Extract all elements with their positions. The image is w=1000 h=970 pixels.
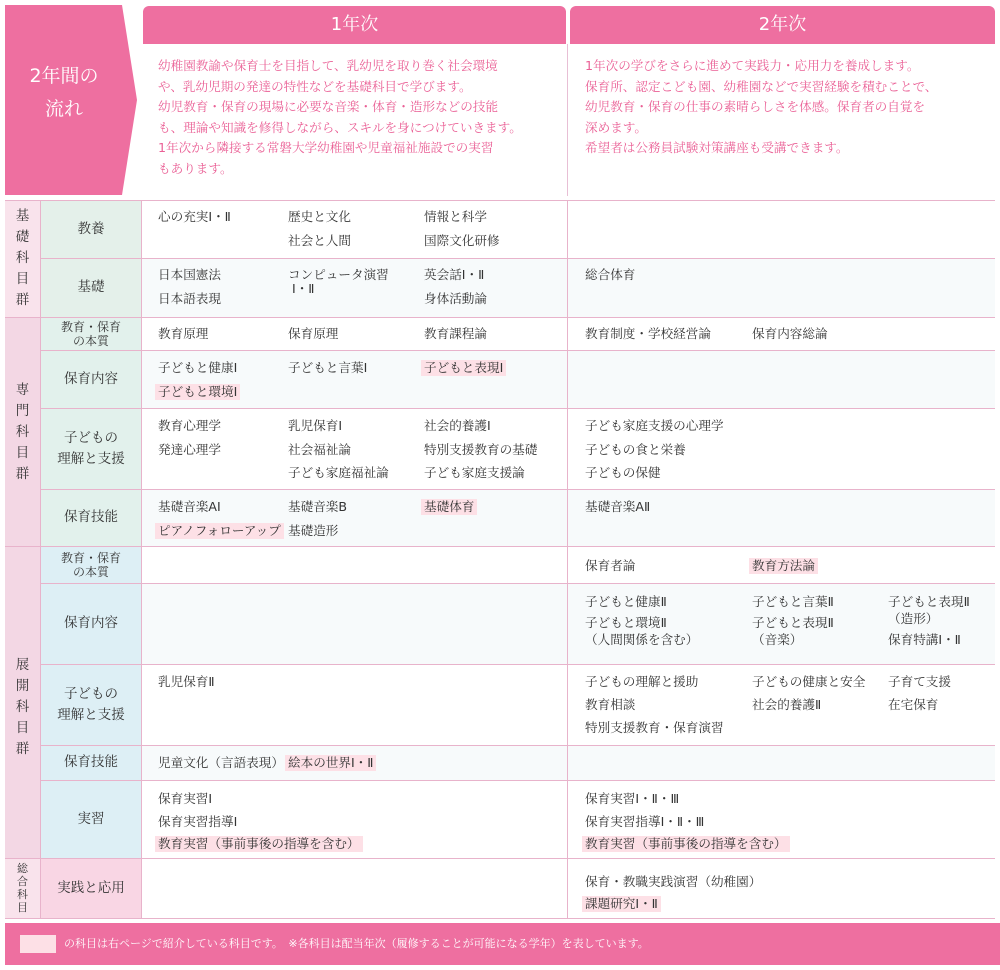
course: 子どもの理解と援助 (585, 674, 699, 689)
sub-label-s-naiyo (41, 350, 141, 408)
course: 保育内容総論 (752, 326, 828, 341)
hline (5, 858, 995, 859)
course: 基礎音楽AⅡ (585, 499, 651, 514)
row-tint (142, 258, 995, 317)
year1-intro-line: 1年次から隣接する常磐大学幼稚園や児童福祉施設での実習 (158, 140, 494, 155)
cat-char: 科 (15, 250, 30, 266)
header-column-separator (567, 44, 568, 196)
year2-intro-line: 深めます。 (585, 119, 647, 135)
sub-label-text: の本質 (72, 333, 109, 348)
course: 乳児保育Ⅰ (288, 418, 343, 433)
sub-label-kyoyo (41, 200, 141, 258)
course: 教育相談 (585, 697, 636, 712)
year2-intro (585, 56, 990, 159)
course: 子どもと言葉Ⅰ (288, 360, 368, 375)
sub-label-t-naiyo (41, 583, 141, 664)
vline (567, 200, 568, 919)
hline (41, 350, 995, 351)
course: 社会福祉論 (288, 442, 351, 457)
year1-intro-line: や、乳幼児期の発達の特性などを基礎科目で学びます。 (158, 78, 472, 94)
course: 基礎音楽B (288, 499, 348, 514)
category-tenkai (5, 655, 40, 760)
sub-label-s-honshitsu (41, 317, 141, 350)
course: 日本国憲法 (158, 267, 221, 282)
course: 乳児保育Ⅱ (158, 674, 215, 689)
sub-label-text: 教養 (77, 220, 105, 237)
course: 基礎音楽AⅠ (158, 499, 221, 514)
sub-label-kiso (41, 258, 141, 317)
course: 保育・教職実践演習（幼稚園） (585, 874, 762, 889)
course-highlighted: 子どもと表現Ⅰ (421, 360, 506, 376)
flow-label-line-2: 流れ (44, 98, 83, 120)
cat-char: 群 (15, 292, 30, 308)
course: コンピュータ演習 (288, 267, 389, 282)
course: 特別支援教育の基礎 (424, 442, 538, 457)
cat-char: 群 (15, 741, 30, 757)
course: 子どもと言葉Ⅱ (752, 594, 834, 609)
sub-label-s-rikai (41, 408, 141, 489)
course: 身体活動論 (424, 291, 487, 306)
year2-header: 2年次 (570, 6, 995, 44)
cat-char: 総 (17, 862, 28, 875)
course: （造形） (888, 611, 939, 626)
hline (41, 408, 995, 409)
sub-label-t-honshitsu (41, 546, 141, 583)
row-tint (142, 350, 995, 408)
cat-char: 目 (15, 271, 30, 287)
hline (41, 258, 995, 259)
hline (41, 583, 995, 584)
course: 子どもの食と栄養 (585, 442, 686, 457)
course: 保育者論 (585, 558, 636, 573)
cat-char: 専 (15, 382, 30, 398)
sub-label-text: 実習 (77, 810, 105, 827)
cat-char: 科 (15, 699, 30, 715)
course: 教育原理 (158, 326, 209, 341)
cat-char: 合 (17, 875, 28, 888)
course: 国際文化研修 (424, 233, 500, 248)
cat-char: 門 (15, 403, 30, 419)
cat-char: 目 (15, 445, 30, 461)
course: 教育課程論 (424, 326, 487, 341)
course: 総合体育 (585, 267, 636, 282)
hline (41, 745, 995, 746)
category-senmon (5, 380, 40, 485)
course: 社会的養護Ⅱ (752, 697, 822, 712)
hline (41, 489, 995, 490)
course: 保育実習指導Ⅰ・Ⅱ・Ⅲ (585, 814, 705, 829)
sub-label-text: 教育・保育 (60, 550, 121, 565)
course: 日本語表現 (158, 291, 221, 306)
sub-label-s-gino (41, 489, 141, 546)
course: 保育実習Ⅰ (158, 791, 213, 806)
cat-char: 目 (15, 720, 30, 736)
course: 社会的養護Ⅰ (424, 418, 491, 433)
course: 情報と科学 (424, 209, 487, 224)
sub-label-text: 保育技能 (64, 754, 118, 770)
hline (5, 200, 995, 201)
course: 保育特講Ⅰ・Ⅱ (888, 632, 961, 647)
course: 教育心理学 (158, 418, 221, 433)
flow-label (5, 60, 123, 126)
hline (5, 546, 995, 547)
cat-char: 科 (15, 424, 30, 440)
vline (141, 200, 142, 919)
course: 保育原理 (288, 326, 339, 341)
sub-label-text: 教育・保育 (60, 319, 121, 334)
year2-intro-line: 保育所、認定こども園、幼稚園などで実習経験を積むことで、 (585, 78, 938, 94)
course-highlighted: 子どもと環境Ⅰ (155, 384, 240, 400)
sub-label-t-jisshu (41, 780, 141, 858)
course: 子どもと健康Ⅱ (585, 594, 667, 609)
flow-label-line-1: 2年間の (29, 65, 99, 87)
cat-char: 展 (15, 657, 30, 673)
course: 発達心理学 (158, 442, 221, 457)
cat-char: 目 (17, 901, 28, 914)
year1-intro-line: も、理論や知識を修得しながら、スキルを身につけていきます。 (158, 119, 522, 135)
category-sogo (5, 862, 40, 914)
course: 子どもと表現Ⅱ (888, 594, 970, 609)
category-kiso (5, 206, 40, 311)
hline (5, 918, 995, 919)
course-highlighted: 絵本の世界Ⅰ・Ⅱ (285, 755, 376, 771)
course: Ⅰ・Ⅱ (292, 281, 315, 296)
year2-intro-line: 1年次の学びをさらに進めて実践力・応用力を養成します。 (585, 58, 920, 73)
sub-label-text: 子どもの (64, 429, 118, 446)
course: 子どもの保健 (585, 465, 661, 480)
course: 教育制度・学校経営論 (585, 326, 711, 341)
course: 英会話Ⅰ・Ⅱ (424, 267, 485, 282)
course-highlighted: 教育実習（事前事後の指導を含む） (582, 836, 790, 852)
sub-label-text: 理解と支援 (57, 706, 125, 723)
course: 保育実習Ⅰ・Ⅱ・Ⅲ (585, 791, 680, 806)
year1-header: 1年次 (143, 6, 566, 44)
sub-label-text: 保育内容 (64, 615, 118, 631)
course: 心の充実Ⅰ・Ⅱ (158, 209, 231, 224)
course: 子ども家庭福祉論 (288, 465, 389, 480)
course-highlighted: 課題研究Ⅰ・Ⅱ (582, 896, 661, 912)
course: 基礎造形 (288, 523, 339, 538)
course: 児童文化（言語表現） (158, 755, 284, 770)
year2-intro-line: 幼児教育・保育の仕事の素晴らしさを体感。保育者の自覚を (585, 99, 926, 114)
sub-label-text: 基礎 (77, 279, 105, 295)
cat-char: 礎 (15, 229, 30, 245)
year1-intro-line: 幼稚園教諭や保育士を目指して、乳幼児を取り巻く社会環境 (158, 58, 498, 73)
course-highlighted: ピアノフォローアップ (155, 523, 284, 539)
course: 社会と人間 (288, 233, 351, 248)
course: （音楽） (752, 632, 803, 647)
sub-label-sogo (41, 858, 141, 918)
course: 特別支援教育・保育演習 (585, 720, 724, 735)
sub-label-text: 子どもの (64, 685, 118, 702)
course-highlighted: 基礎体育 (421, 499, 477, 515)
course: 保育実習指導Ⅰ (158, 814, 238, 829)
hline (41, 780, 995, 781)
sub-label-text: 保育内容 (64, 370, 118, 387)
course: 子どもと表現Ⅱ (752, 615, 834, 630)
sub-label-text: 保育技能 (64, 509, 118, 525)
cat-char: 科 (17, 888, 28, 901)
cat-char: 開 (15, 678, 30, 694)
course: 子ども家庭支援の心理学 (585, 418, 724, 433)
course: 子育て支援 (888, 674, 951, 689)
row-tint (142, 584, 995, 664)
course-highlighted: 教育方法論 (749, 558, 818, 574)
sub-label-text: 理解と支援 (57, 450, 125, 467)
course: 子ども家庭支援論 (424, 465, 525, 480)
course: 子どもと健康Ⅰ (158, 360, 238, 375)
year1-intro (158, 56, 563, 179)
hline (41, 664, 995, 665)
course: 在宅保育 (888, 697, 939, 712)
year1-intro-line: 幼児教育・保育の現場に必要な音楽・体育・造形などの技能 (158, 99, 499, 114)
sub-label-text: の本質 (72, 564, 109, 579)
course: 子どもと環境Ⅱ (585, 615, 667, 630)
sub-label-t-rikai (41, 664, 141, 745)
sub-label-text: 実践と応用 (57, 879, 125, 896)
course: 歴史と文化 (288, 209, 351, 224)
hline (5, 317, 995, 318)
legend-swatch (20, 935, 56, 953)
course-highlighted: 教育実習（事前事後の指導を含む） (155, 836, 363, 852)
year1-intro-line: もあります。 (158, 160, 233, 176)
footer-legend-text: の科目は右ページで紹介している科目です。 ※各科目は配当年次（履修することが可能になる学年）を表しています。 (64, 937, 649, 950)
cat-char: 基 (15, 208, 30, 224)
sub-label-t-gino (41, 745, 141, 780)
year2-intro-line: 希望者は公務員試験対策講座も受講できます。 (585, 140, 849, 155)
cat-char: 群 (15, 466, 30, 482)
course: （人間関係を含む） (585, 632, 699, 647)
course: 子どもの健康と安全 (752, 674, 866, 689)
